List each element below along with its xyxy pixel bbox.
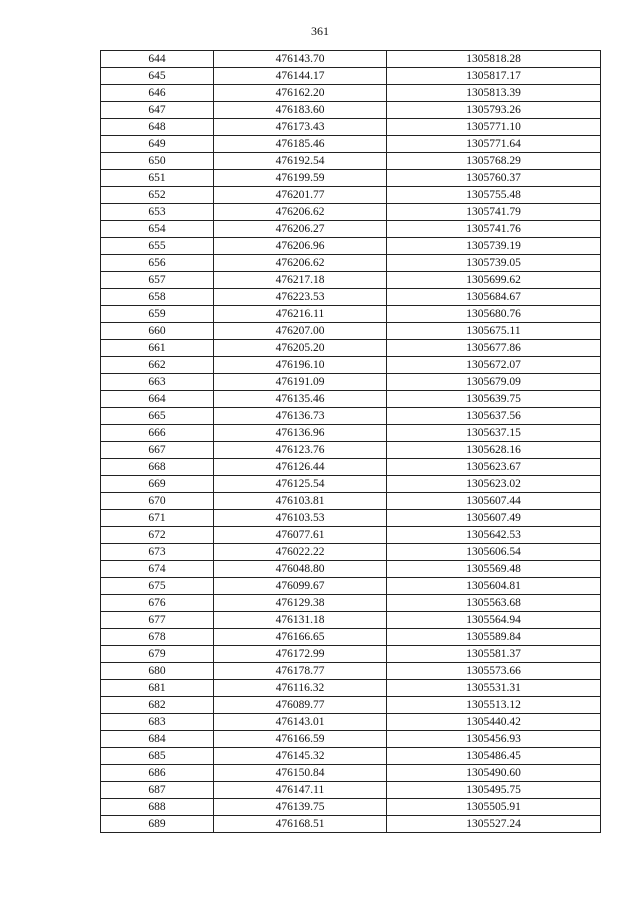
point-number-cell: 689: [101, 816, 214, 833]
point-number-cell: 683: [101, 714, 214, 731]
point-number-cell: 659: [101, 306, 214, 323]
table-row: [101, 374, 601, 391]
point-number-cell: 657: [101, 272, 214, 289]
point-number-cell: 686: [101, 765, 214, 782]
y-coordinate-cell: 1305675.11: [387, 323, 601, 340]
point-number-cell: 644: [101, 51, 214, 68]
x-coordinate-cell: 476048.80: [214, 561, 387, 578]
point-number-cell: 647: [101, 102, 214, 119]
point-number-cell: 676: [101, 595, 214, 612]
table-row: [101, 204, 601, 221]
y-coordinate-cell: 1305589.84: [387, 629, 601, 646]
x-coordinate-cell: 476206.62: [214, 204, 387, 221]
table-row: [101, 493, 601, 510]
x-coordinate-cell: 476139.75: [214, 799, 387, 816]
point-number-cell: 652: [101, 187, 214, 204]
x-coordinate-cell: 476103.81: [214, 493, 387, 510]
table-row: [101, 357, 601, 374]
x-coordinate-cell: 476131.18: [214, 612, 387, 629]
y-coordinate-cell: 1305569.48: [387, 561, 601, 578]
x-coordinate-cell: 476145.32: [214, 748, 387, 765]
x-coordinate-cell: 476150.84: [214, 765, 387, 782]
y-coordinate-cell: 1305818.28: [387, 51, 601, 68]
point-number-cell: 682: [101, 697, 214, 714]
table-row: [101, 646, 601, 663]
x-coordinate-cell: 476196.10: [214, 357, 387, 374]
point-number-cell: 670: [101, 493, 214, 510]
table-row: [101, 629, 601, 646]
y-coordinate-cell: 1305606.54: [387, 544, 601, 561]
point-number-cell: 672: [101, 527, 214, 544]
x-coordinate-cell: 476183.60: [214, 102, 387, 119]
table-row: [101, 459, 601, 476]
x-coordinate-cell: 476206.96: [214, 238, 387, 255]
point-number-cell: 684: [101, 731, 214, 748]
table-row: [101, 238, 601, 255]
x-coordinate-cell: 476192.54: [214, 153, 387, 170]
y-coordinate-cell: 1305564.94: [387, 612, 601, 629]
x-coordinate-cell: 476103.53: [214, 510, 387, 527]
table-row: [101, 170, 601, 187]
point-number-cell: 663: [101, 374, 214, 391]
y-coordinate-cell: 1305623.02: [387, 476, 601, 493]
coordinates-table-body: [101, 51, 601, 833]
x-coordinate-cell: 476166.59: [214, 731, 387, 748]
y-coordinate-cell: 1305628.16: [387, 442, 601, 459]
table-row: [101, 816, 601, 833]
y-coordinate-cell: 1305768.29: [387, 153, 601, 170]
point-number-cell: 680: [101, 663, 214, 680]
x-coordinate-cell: 476129.38: [214, 595, 387, 612]
table-row: [101, 408, 601, 425]
table-row: [101, 255, 601, 272]
point-number-cell: 668: [101, 459, 214, 476]
y-coordinate-cell: 1305440.42: [387, 714, 601, 731]
y-coordinate-cell: 1305679.09: [387, 374, 601, 391]
table-row: [101, 697, 601, 714]
x-coordinate-cell: 476168.51: [214, 816, 387, 833]
table-row: [101, 272, 601, 289]
y-coordinate-cell: 1305813.39: [387, 85, 601, 102]
y-coordinate-cell: 1305505.91: [387, 799, 601, 816]
x-coordinate-cell: 476162.20: [214, 85, 387, 102]
table-row: [101, 85, 601, 102]
table-row: [101, 340, 601, 357]
x-coordinate-cell: 476173.43: [214, 119, 387, 136]
y-coordinate-cell: 1305672.07: [387, 357, 601, 374]
point-number-cell: 662: [101, 357, 214, 374]
y-coordinate-cell: 1305563.68: [387, 595, 601, 612]
table-row: [101, 51, 601, 68]
point-number-cell: 675: [101, 578, 214, 595]
point-number-cell: 665: [101, 408, 214, 425]
x-coordinate-cell: 476206.62: [214, 255, 387, 272]
table-row: [101, 306, 601, 323]
table-row: [101, 153, 601, 170]
point-number-cell: 654: [101, 221, 214, 238]
y-coordinate-cell: 1305741.79: [387, 204, 601, 221]
point-number-cell: 646: [101, 85, 214, 102]
x-coordinate-cell: 476136.73: [214, 408, 387, 425]
table-row: [101, 612, 601, 629]
x-coordinate-cell: 476201.77: [214, 187, 387, 204]
y-coordinate-cell: 1305607.44: [387, 493, 601, 510]
x-coordinate-cell: 476172.99: [214, 646, 387, 663]
y-coordinate-cell: 1305755.48: [387, 187, 601, 204]
y-coordinate-cell: 1305573.66: [387, 663, 601, 680]
y-coordinate-cell: 1305513.12: [387, 697, 601, 714]
point-number-cell: 645: [101, 68, 214, 85]
x-coordinate-cell: 476144.17: [214, 68, 387, 85]
y-coordinate-cell: 1305771.64: [387, 136, 601, 153]
table-row: [101, 119, 601, 136]
table-row: [101, 442, 601, 459]
x-coordinate-cell: 476123.76: [214, 442, 387, 459]
point-number-cell: 650: [101, 153, 214, 170]
table-row: [101, 68, 601, 85]
table-row: [101, 425, 601, 442]
table-row: [101, 289, 601, 306]
table-row: [101, 731, 601, 748]
y-coordinate-cell: 1305623.67: [387, 459, 601, 476]
table-row: [101, 561, 601, 578]
y-coordinate-cell: 1305527.24: [387, 816, 601, 833]
table-row: [101, 578, 601, 595]
x-coordinate-cell: 476205.20: [214, 340, 387, 357]
table-row: [101, 102, 601, 119]
x-coordinate-cell: 476199.59: [214, 170, 387, 187]
coordinates-table: [100, 50, 601, 833]
point-number-cell: 653: [101, 204, 214, 221]
point-number-cell: 687: [101, 782, 214, 799]
x-coordinate-cell: 476135.46: [214, 391, 387, 408]
y-coordinate-cell: 1305760.37: [387, 170, 601, 187]
y-coordinate-cell: 1305741.76: [387, 221, 601, 238]
x-coordinate-cell: 476206.27: [214, 221, 387, 238]
x-coordinate-cell: 476022.22: [214, 544, 387, 561]
table-row: [101, 136, 601, 153]
x-coordinate-cell: 476178.77: [214, 663, 387, 680]
y-coordinate-cell: 1305456.93: [387, 731, 601, 748]
x-coordinate-cell: 476217.18: [214, 272, 387, 289]
point-number-cell: 655: [101, 238, 214, 255]
x-coordinate-cell: 476116.32: [214, 680, 387, 697]
x-coordinate-cell: 476147.11: [214, 782, 387, 799]
table-row: [101, 510, 601, 527]
y-coordinate-cell: 1305486.45: [387, 748, 601, 765]
table-row: [101, 680, 601, 697]
y-coordinate-cell: 1305793.26: [387, 102, 601, 119]
table-row: [101, 595, 601, 612]
point-number-cell: 658: [101, 289, 214, 306]
table-row: [101, 714, 601, 731]
y-coordinate-cell: 1305490.60: [387, 765, 601, 782]
x-coordinate-cell: 476125.54: [214, 476, 387, 493]
table-row: [101, 527, 601, 544]
y-coordinate-cell: 1305699.62: [387, 272, 601, 289]
x-coordinate-cell: 476207.00: [214, 323, 387, 340]
point-number-cell: 648: [101, 119, 214, 136]
point-number-cell: 681: [101, 680, 214, 697]
point-number-cell: 661: [101, 340, 214, 357]
y-coordinate-cell: 1305642.53: [387, 527, 601, 544]
x-coordinate-cell: 476077.61: [214, 527, 387, 544]
x-coordinate-cell: 476089.77: [214, 697, 387, 714]
table-row: [101, 799, 601, 816]
y-coordinate-cell: 1305739.19: [387, 238, 601, 255]
y-coordinate-cell: 1305771.10: [387, 119, 601, 136]
table-row: [101, 391, 601, 408]
y-coordinate-cell: 1305607.49: [387, 510, 601, 527]
point-number-cell: 656: [101, 255, 214, 272]
y-coordinate-cell: 1305677.86: [387, 340, 601, 357]
x-coordinate-cell: 476099.67: [214, 578, 387, 595]
x-coordinate-cell: 476126.44: [214, 459, 387, 476]
table-row: [101, 782, 601, 799]
y-coordinate-cell: 1305680.76: [387, 306, 601, 323]
point-number-cell: 671: [101, 510, 214, 527]
y-coordinate-cell: 1305495.75: [387, 782, 601, 799]
point-number-cell: 688: [101, 799, 214, 816]
point-number-cell: 679: [101, 646, 214, 663]
point-number-cell: 678: [101, 629, 214, 646]
y-coordinate-cell: 1305604.81: [387, 578, 601, 595]
x-coordinate-cell: 476166.65: [214, 629, 387, 646]
y-coordinate-cell: 1305637.56: [387, 408, 601, 425]
point-number-cell: 660: [101, 323, 214, 340]
point-number-cell: 677: [101, 612, 214, 629]
x-coordinate-cell: 476185.46: [214, 136, 387, 153]
x-coordinate-cell: 476191.09: [214, 374, 387, 391]
table-row: [101, 765, 601, 782]
point-number-cell: 667: [101, 442, 214, 459]
x-coordinate-cell: 476143.70: [214, 51, 387, 68]
point-number-cell: 666: [101, 425, 214, 442]
y-coordinate-cell: 1305739.05: [387, 255, 601, 272]
x-coordinate-cell: 476216.11: [214, 306, 387, 323]
table-row: [101, 476, 601, 493]
point-number-cell: 651: [101, 170, 214, 187]
point-number-cell: 673: [101, 544, 214, 561]
table-row: [101, 221, 601, 238]
page-number: 361: [311, 24, 329, 38]
table-row: [101, 187, 601, 204]
y-coordinate-cell: 1305581.37: [387, 646, 601, 663]
x-coordinate-cell: 476143.01: [214, 714, 387, 731]
point-number-cell: 669: [101, 476, 214, 493]
y-coordinate-cell: 1305531.31: [387, 680, 601, 697]
table-row: [101, 544, 601, 561]
point-number-cell: 664: [101, 391, 214, 408]
x-coordinate-cell: 476223.53: [214, 289, 387, 306]
table-row: [101, 323, 601, 340]
y-coordinate-cell: 1305637.15: [387, 425, 601, 442]
y-coordinate-cell: 1305684.67: [387, 289, 601, 306]
y-coordinate-cell: 1305817.17: [387, 68, 601, 85]
table-row: [101, 663, 601, 680]
table-row: [101, 748, 601, 765]
point-number-cell: 649: [101, 136, 214, 153]
point-number-cell: 685: [101, 748, 214, 765]
y-coordinate-cell: 1305639.75: [387, 391, 601, 408]
x-coordinate-cell: 476136.96: [214, 425, 387, 442]
point-number-cell: 674: [101, 561, 214, 578]
